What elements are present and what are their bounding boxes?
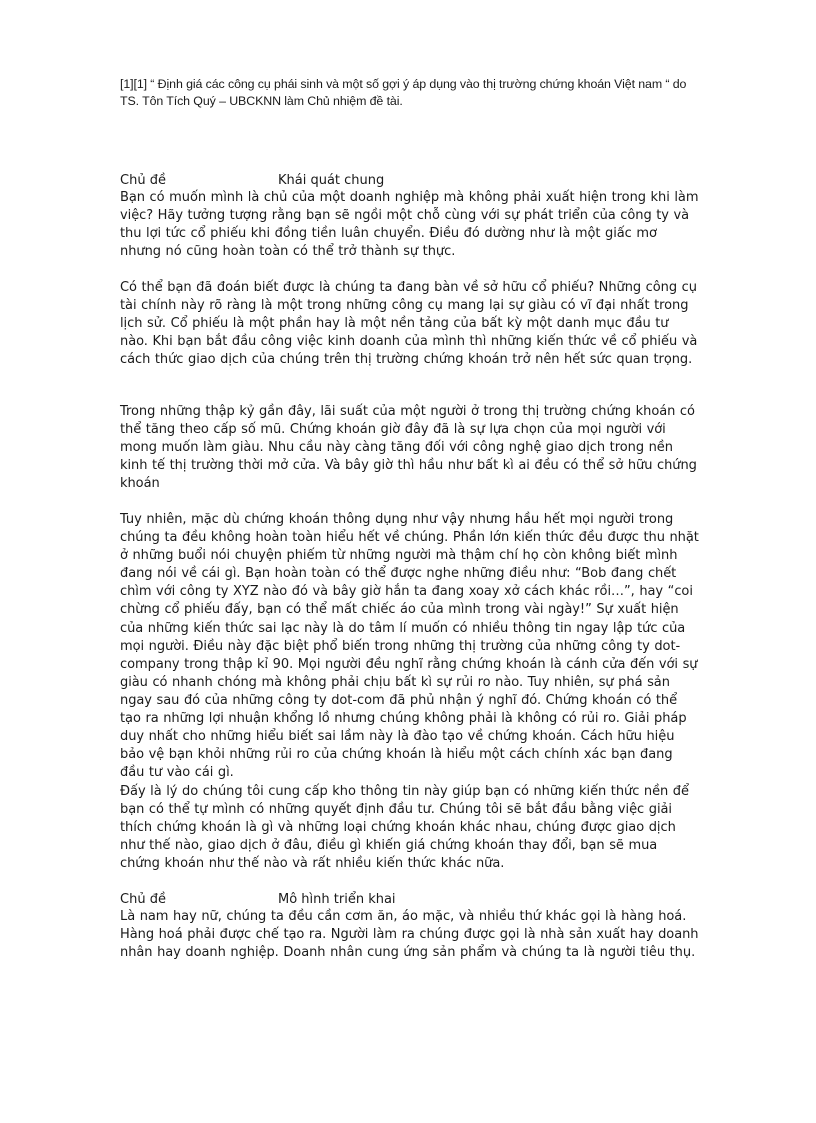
section-label: Chủ đề — [120, 173, 166, 188]
section-label: Chủ đề — [120, 892, 166, 907]
section-heading-deployment-model — [120, 891, 396, 909]
paragraph: Bạn có muốn mình là chủ của một doanh nghiệp mà không phải xuất hiện trong khi làm việc? Hãy tưởng tượng rằng bạn sẽ ngồi một chỗ cùng với sự phát triển của công ty và thu lợi tức cổ phiếu khi đồng tiền luân chuyển. Điều đó dường như là một giấc mơ nhưng nó cũng hoàn toàn có thể trở thành sự thực. — [120, 190, 699, 260]
paragraph: Đấy là lý do chúng tôi cung cấp kho thông tin này giúp bạn có những kiến thức nền để bạn có thể tự mình có những quyết định đầu tư. Chúng tôi sẽ bắt đầu bằng việc giải thích chứng khoán là gì và những loại chứng khoán khác nhau, chúng được giao dịch như thế nào, giao dịch ở đâu, điều gì khiến giá chứng khoán thay đổi, bạn sẽ mua chứng khoán như thế nào và rất nhiều kiến thức khác nữa. — [120, 784, 689, 872]
section-title: Khái quát chung — [278, 173, 385, 188]
paragraph: Là nam hay nữ, chúng ta đều cần cơm ăn, áo mặc, và nhiều thứ khác gọi là hàng hoá. Hàng hoá phải được chế tạo ra. Người làm ra chúng được gọi là nhà sản xuất hay doanh nhân hay doanh nghiệp. Doanh nhân cung ứng sản phẩm và chúng ta là người tiêu thụ. — [120, 909, 699, 961]
section-title: Mô hình triển khai — [278, 892, 396, 907]
paragraph: Có thể bạn đã đoán biết được là chúng ta đang bàn về sở hữu cổ phiếu? Những công cụ tài chính này rõ ràng là một trong những công cụ mang lại sự giàu có vĩ đại nhất trong lịch sử. Cổ phiếu là một phần hay là một nền tảng của bất kỳ một danh mục đầu tư nào. Khi bạn bắt đầu công việc kinh doanh của mình thì những kiến thức về cổ phiếu và cách thức giao dịch của chúng trên thị trường chứng khoán trở nên hết sức quan trọng. — [120, 280, 698, 368]
section-heading-overview — [120, 172, 384, 190]
footnote: [1][1] “ Định giá các công cụ phái sinh và một số gợi ý áp dụng vào thị trường chứng khoán Việt nam “ do TS. Tôn Tích Quý – UBCKNN làm Chủ nhiệm đề tài. — [120, 77, 687, 108]
paragraph: Tuy nhiên, mặc dù chứng khoán thông dụng như vậy nhưng hầu hết mọi người trong chúng ta đều không hoàn toàn hiểu hết về chúng. Phần lớn kiến thức đều được thu nhặt ở những buổi nói chuyện phiếm từ những người mà thậm chí họ còn không biết mình đang nói về cái gì. Bạn hoàn toàn có thể được nghe những điều như: “Bob đang chết chìm với công ty XYZ nào đó và bây giờ hắn ta đang xoay xở cách khác rồi…”, hay “coi chừng cổ phiếu đấy, bạn có thể mất chiếc áo của mình trong vài ngày!” Sự xuất hiện của những kiến thức sai lạc này là do tâm lí muốn có nhiều thông tin ngay lập tức của mọi người. Điều này đặc biệt phổ biến trong những thị trường của những công ty dot-company trong thập kỉ 90. Mọi người đều nghĩ rằng chứng khoán là cánh cửa đến với sự giàu có nhanh chóng mà không phải chịu bất kì sự rủi ro nào. Tuy nhiên, sự phá sản ngay sau đó của những công ty dot-com đã phủ nhận ý nghĩ đó. Chứng khoán có thể tạo ra những lợi nhuận khổng lồ nhưng chúng không phải là không có rủi ro. Giải pháp duy nhất cho những hiểu biết sai lầm này là đào tạo về chứng khoán. Cách hữu hiệu bảo vệ bạn khỏi những rủi ro của chứng khoán là hiểu một cách chính xác bạn đang đầu tư vào cái gì. — [120, 512, 699, 781]
paragraph: Trong những thập kỷ gần đây, lãi suất của một người ở trong thị trường chứng khoán có thể tăng theo cấp số mũ. Chứng khoán giờ đây đã là sự lựa chọn của mọi người với mong muốn làm giàu. Nhu cầu này càng tăng đối với công nghệ giao dịch trong nền kinh tế thị trường thời mở cửa. Và bây giờ thì hầu như bất kì ai đều có thể sở hữu chứng khoán — [120, 404, 697, 492]
